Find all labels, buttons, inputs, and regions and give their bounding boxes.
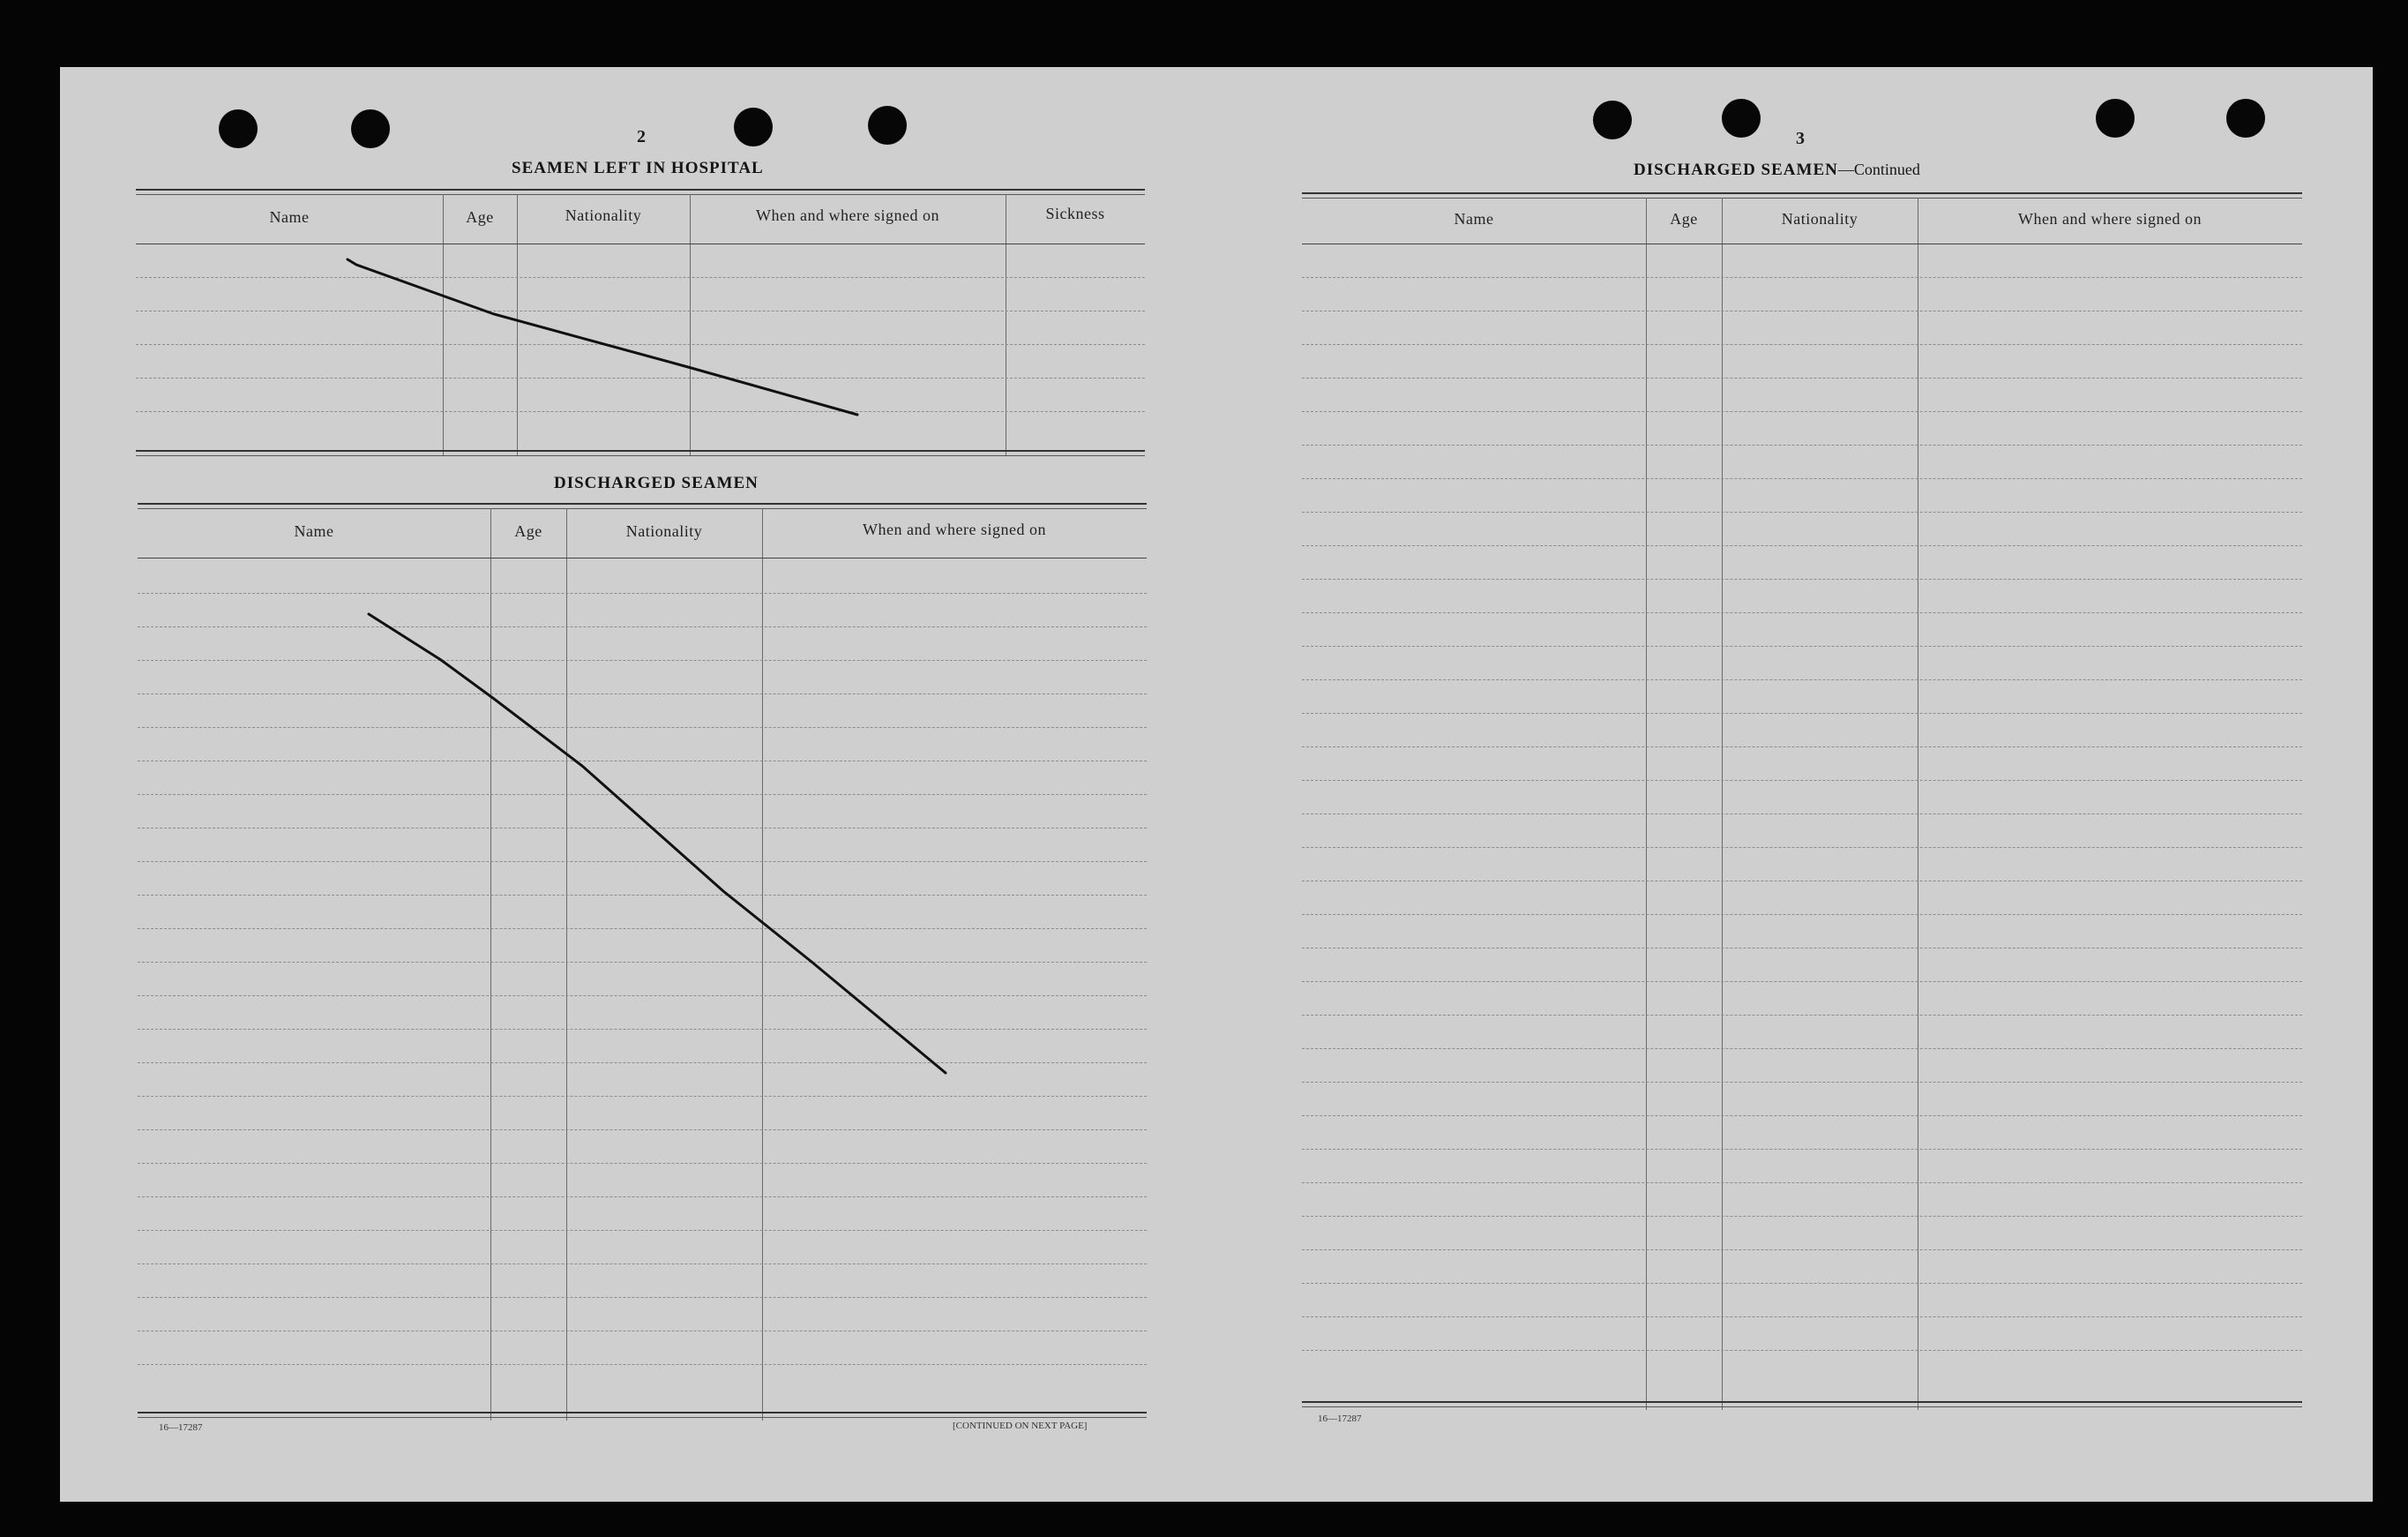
form-number-right: 16—17287 bbox=[1318, 1413, 1362, 1424]
column-header-nationality: Nationality bbox=[565, 206, 642, 224]
page-number-right: 3 bbox=[1796, 129, 1805, 148]
column-header-signed-on: When and where signed on bbox=[756, 206, 939, 224]
form-number-left: 16—17287 bbox=[159, 1422, 203, 1433]
continued-note: [CONTINUED ON NEXT PAGE] bbox=[953, 1421, 1088, 1431]
column-header-signed-on: When and where signed on bbox=[863, 521, 1046, 538]
hospital-section-title: SEAMEN LEFT IN HOSPITAL bbox=[512, 159, 764, 177]
column-header-age: Age bbox=[1670, 210, 1698, 228]
strike-line-discharged bbox=[369, 614, 946, 1073]
page-number-left: 2 bbox=[637, 127, 646, 146]
column-header-sickness: Sickness bbox=[1045, 205, 1105, 222]
discharged-continued-title-main: DISCHARGED SEAMEN bbox=[1634, 161, 1838, 179]
strike-line-hospital bbox=[348, 259, 857, 415]
discharged-section-title: DISCHARGED SEAMEN bbox=[554, 474, 759, 492]
column-header-name: Name bbox=[1454, 210, 1494, 228]
column-header-nationality: Nationality bbox=[625, 522, 703, 540]
column-header-age: Age bbox=[466, 208, 494, 226]
column-header-nationality: Nationality bbox=[1781, 210, 1858, 228]
column-header-name: Name bbox=[269, 208, 310, 226]
discharged-continued-suffix: —Continued bbox=[1837, 161, 1920, 178]
column-header-age: Age bbox=[514, 522, 542, 540]
column-header-name: Name bbox=[294, 522, 334, 540]
column-header-signed-on: When and where signed on bbox=[2018, 210, 2202, 228]
